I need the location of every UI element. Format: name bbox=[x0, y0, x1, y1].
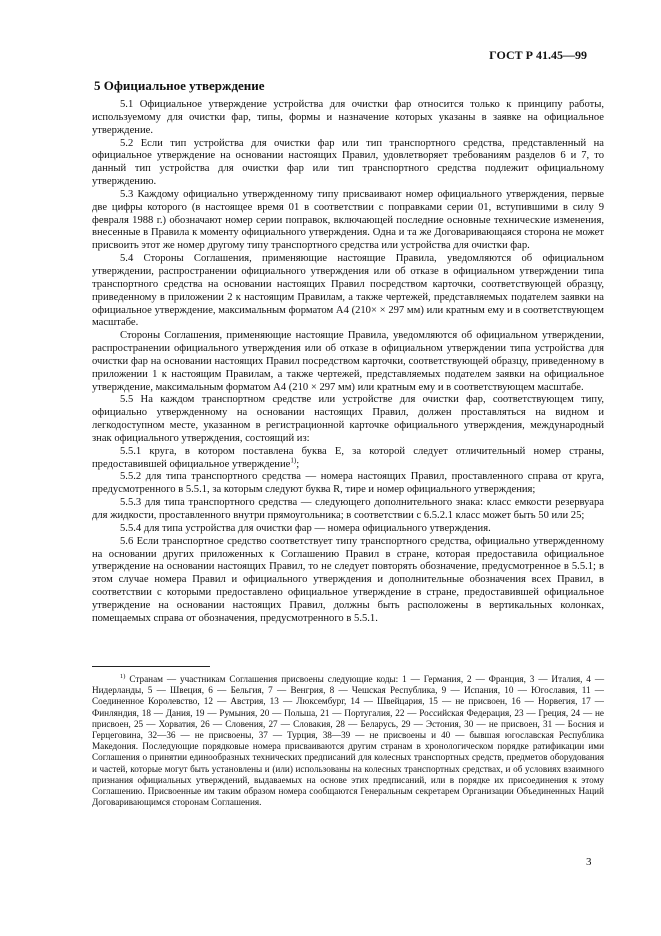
paragraph-5-5: 5.5 На каждом транспортном средстве или устройстве для очистки фар, соответствующем типу, официально утвержденному на основании настоящих Правил, должен проставляться на видном и легкодоступном месте, указанном в регистрационной карточке официального утверждения, международный знак официального утверждения, состоящий из: bbox=[92, 394, 604, 444]
body-text bbox=[92, 99, 604, 626]
paragraph-5-5-1 bbox=[92, 446, 604, 472]
paragraph-5-5-1-tail: ; bbox=[296, 458, 300, 470]
paragraph-5-5-3: 5.5.3 для типа транспортного средства — следующего дополнительного знака: класс емкости резервуара для жидкости, проставленного внутри прямоугольника; в соответствии с 6.5.2.1 класс может быть 50 или 25; bbox=[92, 497, 604, 521]
paragraph-5-6: 5.6 Если транспортное средство соответствует типу транспортного средства, официально утвержденному на основании других приложенных к Соглашению Правил в стране, которая предоставила официальное утверждение на основании настоящих Правил, то не следует повторять обозначение, предусмотренное в 5.5.1; в этом случае номера Правил и официального утверждения и дополнительные обозначения всех Правил, в соответствии с которыми предоставлено официальное утверждение в стране, предоставившей официальное утверждение на основании настоящих Правил, должны быть расположены в вертикальных колонках, помещаемых справа от обозначения, предусмотренного в 5.5.1. bbox=[92, 535, 604, 624]
page-number: 3 bbox=[586, 856, 592, 868]
footnote-reference[interactable]: 1) bbox=[290, 456, 297, 465]
footnote-text: Странам — участникам Соглашения присвоены следующие коды: 1 — Германия, 2 — Франция, 3 — Италия, 4 — Нидерланды, 5 — Швеция, 6 — Бельгия, 7 — Венгрия, 8 — Чешская Республика, 9 — Испания, 10 — Югославия, 11 — Соединенное Королевство, 12 — Австрия, 13 — Люксембург, 14 — Швейцария, 15 — не присвоен, 16 — Норвегия, 17 — Финляндия, 18 — Дания, 19 — Румыния, 20 — Польша, 21 — Португалия, 22 — Российская Федерация, 23 — Греция, 24 — не присвоен, 25 — Хорватия, 26 — Словения, 27 — Словакия, 28 — Беларусь, 29 — Эстония, 30 — не присвоен, 31 — Босния и Герцеговина, 32—36 — не присвоены, 37 — Турция, 38—39 — не присвоены и 40 — бывшая югославская Республика Македония. Последующие порядковые номера присваиваются другим странам в хронологическом порядке ратификации ими Соглашения о принятии единообразных технических предписаний для колесных транспортных средств, предметов оборудования и частей, которые могут быть установлены и (или) использованы на колесных транспортных средствах, и об условиях взаимного признания официальных утверждений, выдаваемых на основе этих предписаний, или в порядке их присоединения к этому Соглашению. Присвоенные им таким образом номера сообщаются Генеральным секретарем Организации Объединенных Наций Договаривающимся сторонам Соглашения. bbox=[92, 674, 605, 808]
paragraph-5-2: 5.2 Если тип устройства для очистки фар или тип транспортного средства, представленный на официальное утверждение на основании настоящих Правил, удовлетворяет требованиям разделов 6 и 7, то данный тип устройства для очистки фар или тип транспортного средства подлежит официальному утверждению. bbox=[92, 137, 604, 188]
footnote bbox=[92, 674, 604, 808]
document-header: ГОСТ Р 41.45—99 bbox=[489, 48, 587, 62]
paragraph-5-4-cont: Стороны Соглашения, применяющие настоящие Правила, уведомляются об официальном утверждении, распространении официального утверждения или об отказе в официальном утверждении типа устройства для очистки фар на основании настоящих Правил посредством карточки, соответствующей образцу, приведенному в приложении 1 к настоящим Правилам, а также чертежей, представляемых подателем заявки на официальное утверждение, максимальным форматом А4 (210 × 297 мм) или кратным ему и в соответствующем масштабе. bbox=[92, 330, 604, 393]
paragraph-5-5-2: 5.5.2 для типа транспортного средства — номера настоящих Правил, проставленного справа от круга, предусмотренного в 5.5.1, за которым следуют буква R, тире и номер официального утверждения; bbox=[92, 471, 604, 496]
section-title: 5 Официальное утверждение bbox=[94, 78, 265, 93]
footnote-marker: 1) bbox=[120, 672, 126, 680]
paragraph-5-1: 5.1 Официальное утверждение устройства для очистки фар относится только к принципу работы, используемому для очистки фар, типы, формы и назначение которых указаны в заявке на официальное утверждение. bbox=[92, 99, 604, 136]
paragraph-5-4: 5.4 Стороны Соглашения, применяющие настоящие Правила, уведомляются об официальном утверждении, распространении официального утверждения или об отказе в официальном утверждении типа транспортного средства на основании настоящих Правил посредством карточки, соответствующей образцу, приведенному в приложении 2 к настоящим Правилам, а также чертежей, представляемых подателем заявки на официальное утверждение, максимальным форматом А4 (210× × 297 мм) или кратным ему и в соответствующем масштабе. bbox=[92, 253, 604, 329]
paragraph-5-5-4: 5.5.4 для типа устройства для очистки фар — номера официального утверждения. bbox=[120, 522, 491, 534]
paragraph-5-3: 5.3 Каждому официально утвержденному типу присваивают номер официального утверждения, первые две цифры которого (в настоящее время 01 в соответствии с поправками серии 01, вступившими в силу 9 февраля 1988 г.) обозначают номер серии поправок, включающей последние основные технические изменения, внесенные в Правила к моменту официального утверждения. Одна и та же Договаривающаяся сторона не может присвоить этот же номер другому типу транспортного средства или устройства для очистки фар. bbox=[92, 188, 604, 252]
paragraph-5-5-1-text: 5.5.1 круга, в котором поставлена буква Е, за которой следует отличительный номер страны, предоставившей официальное утверждение bbox=[92, 445, 604, 470]
footnote-divider bbox=[92, 666, 210, 667]
